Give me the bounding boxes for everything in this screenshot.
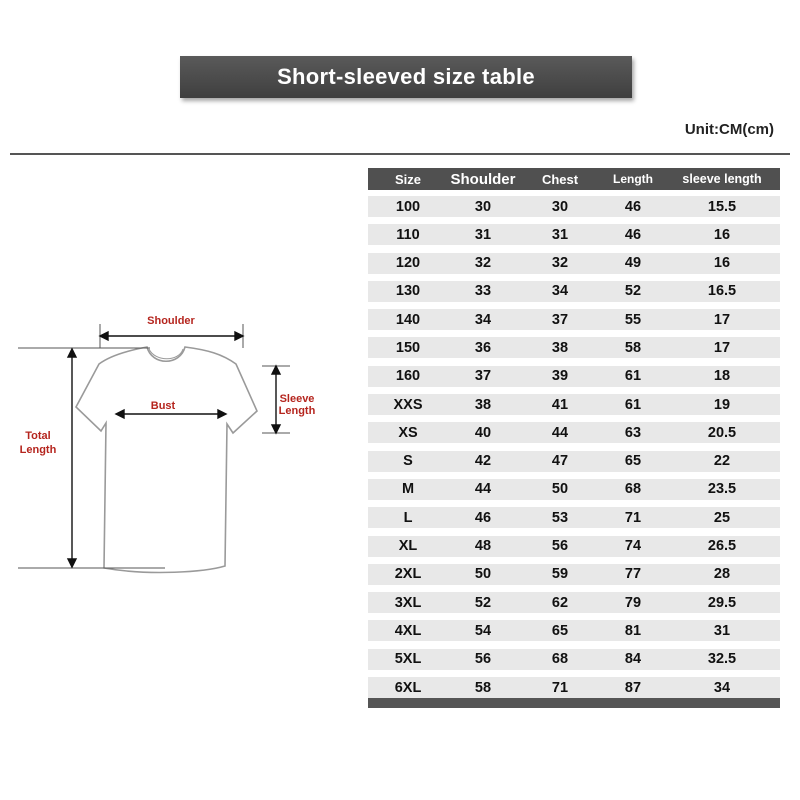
cell-size: M <box>401 481 415 498</box>
cell-chest: 44 <box>551 424 569 441</box>
divider <box>10 153 790 155</box>
cell-length: 58 <box>624 339 642 356</box>
cell-chest: 59 <box>551 566 569 583</box>
table-header <box>368 168 780 190</box>
cell-length: 61 <box>624 396 642 413</box>
cell-shoulder: 44 <box>474 481 492 498</box>
cell-chest: 38 <box>551 339 569 356</box>
cell-length: 55 <box>624 311 642 328</box>
cell-chest: 53 <box>551 509 569 526</box>
cell-length: 46 <box>624 226 642 243</box>
cell-length: 81 <box>624 622 642 639</box>
cell-sleeve-length: 20.5 <box>707 424 737 441</box>
cell-shoulder: 31 <box>474 226 492 243</box>
cell-size: 4XL <box>394 622 422 639</box>
table-row <box>368 649 780 670</box>
table-row <box>368 309 780 330</box>
cell-sleeve-length: 25 <box>713 509 731 526</box>
cell-sleeve-length: 31 <box>713 622 731 639</box>
table-row <box>368 224 780 245</box>
table-row <box>368 507 780 528</box>
cell-size: 2XL <box>394 566 422 583</box>
cell-size: 100 <box>395 198 421 215</box>
cell-sleeve-length: 32.5 <box>707 651 737 668</box>
total-label-line1: Total <box>25 430 51 442</box>
cell-chest: 62 <box>551 594 569 611</box>
table-row <box>368 253 780 274</box>
cell-sleeve-length: 34 <box>713 679 731 696</box>
cell-sleeve-length: 19 <box>713 396 731 413</box>
cell-size: 160 <box>395 368 421 385</box>
table-row <box>368 536 780 557</box>
page-title: Short-sleeved size table <box>277 64 535 89</box>
cell-shoulder: 32 <box>474 255 492 272</box>
cell-sleeve-length: 15.5 <box>707 198 737 215</box>
cell-chest: 50 <box>551 481 569 498</box>
cell-chest: 30 <box>551 198 569 215</box>
cell-size: 3XL <box>394 594 422 611</box>
col-shoulder: Shoulder <box>450 170 516 188</box>
cell-sleeve-length: 17 <box>713 339 731 356</box>
table-row <box>368 366 780 387</box>
size-table <box>368 168 780 698</box>
unit-label: Unit:CM(cm) <box>684 121 774 138</box>
cell-sleeve-length: 17 <box>713 311 731 328</box>
cell-chest: 39 <box>551 368 569 385</box>
tshirt-diagram <box>0 300 340 590</box>
cell-size: 6XL <box>394 679 422 696</box>
cell-length: 63 <box>624 424 642 441</box>
cell-shoulder: 33 <box>474 283 492 300</box>
cell-chest: 32 <box>551 255 569 272</box>
cell-sleeve-length: 16.5 <box>707 283 737 300</box>
cell-shoulder: 38 <box>474 396 492 413</box>
cell-length: 65 <box>624 453 642 470</box>
table-body <box>368 196 780 698</box>
cell-chest: 41 <box>551 396 569 413</box>
cell-size: 140 <box>395 311 421 328</box>
cell-size: XL <box>398 538 418 555</box>
cell-length: 74 <box>624 538 642 555</box>
cell-chest: 37 <box>551 311 569 328</box>
sleeve-label-line1: Sleeve <box>279 393 315 405</box>
table-row <box>368 677 780 698</box>
cell-length: 87 <box>624 679 642 696</box>
table-footer-bar <box>368 698 780 708</box>
cell-shoulder: 48 <box>474 538 492 555</box>
table-row <box>368 337 780 358</box>
cell-size: XXS <box>393 396 423 413</box>
cell-size: L <box>403 509 413 526</box>
cell-size: XS <box>398 424 418 441</box>
cell-shoulder: 52 <box>474 594 492 611</box>
cell-shoulder: 50 <box>474 566 492 583</box>
cell-length: 61 <box>624 368 642 385</box>
cell-sleeve-length: 26.5 <box>707 538 737 555</box>
table-row <box>368 422 780 443</box>
table-row <box>368 196 780 217</box>
cell-length: 49 <box>624 255 642 272</box>
table-row <box>368 281 780 302</box>
cell-shoulder: 30 <box>474 198 492 215</box>
cell-size: 120 <box>395 255 421 272</box>
bust-label: Bust <box>150 400 176 412</box>
tshirt-outline <box>76 347 257 572</box>
col-size: Size <box>394 171 421 187</box>
cell-chest: 56 <box>551 538 569 555</box>
total-label-line2: Length <box>19 444 57 456</box>
col-sleeve-length: sleeve length <box>682 172 762 186</box>
col-chest: Chest <box>541 171 579 187</box>
cell-size: S <box>403 453 413 470</box>
cell-chest: 34 <box>551 283 569 300</box>
cell-sleeve-length: 29.5 <box>707 594 737 611</box>
cell-sleeve-length: 16 <box>713 226 731 243</box>
cell-sleeve-length: 22 <box>713 453 731 470</box>
table-row <box>368 592 780 613</box>
cell-sleeve-length: 16 <box>713 255 731 272</box>
cell-length: 77 <box>624 566 642 583</box>
cell-length: 68 <box>624 481 642 498</box>
cell-shoulder: 34 <box>474 311 492 328</box>
cell-sleeve-length: 18 <box>713 368 731 385</box>
cell-sleeve-length: 28 <box>713 566 731 583</box>
cell-length: 71 <box>624 509 642 526</box>
shoulder-label: Shoulder <box>147 315 195 327</box>
table-row <box>368 479 780 500</box>
title-banner <box>180 56 632 98</box>
cell-chest: 65 <box>551 622 569 639</box>
cell-shoulder: 37 <box>474 368 492 385</box>
cell-size: 150 <box>395 339 421 356</box>
cell-shoulder: 58 <box>474 679 492 696</box>
table-row <box>368 620 780 641</box>
cell-length: 84 <box>624 651 642 668</box>
cell-size: 110 <box>396 226 420 243</box>
cell-length: 79 <box>624 594 642 611</box>
table-row <box>368 564 780 585</box>
cell-chest: 47 <box>551 453 569 470</box>
col-length: Length <box>613 172 653 186</box>
cell-shoulder: 54 <box>474 622 492 639</box>
cell-shoulder: 42 <box>474 453 492 470</box>
cell-shoulder: 56 <box>474 651 492 668</box>
cell-chest: 68 <box>551 651 569 668</box>
cell-chest: 71 <box>551 679 569 696</box>
cell-shoulder: 36 <box>474 339 492 356</box>
cell-chest: 31 <box>551 226 569 243</box>
cell-size: 5XL <box>394 651 422 668</box>
cell-length: 52 <box>624 283 642 300</box>
cell-size: 130 <box>395 283 421 300</box>
cell-length: 46 <box>624 198 642 215</box>
table-row <box>368 451 780 472</box>
cell-sleeve-length: 23.5 <box>707 481 737 498</box>
cell-shoulder: 46 <box>474 509 492 526</box>
table-row <box>368 394 780 415</box>
sleeve-label-line2: Length <box>278 405 316 417</box>
cell-shoulder: 40 <box>474 424 492 441</box>
